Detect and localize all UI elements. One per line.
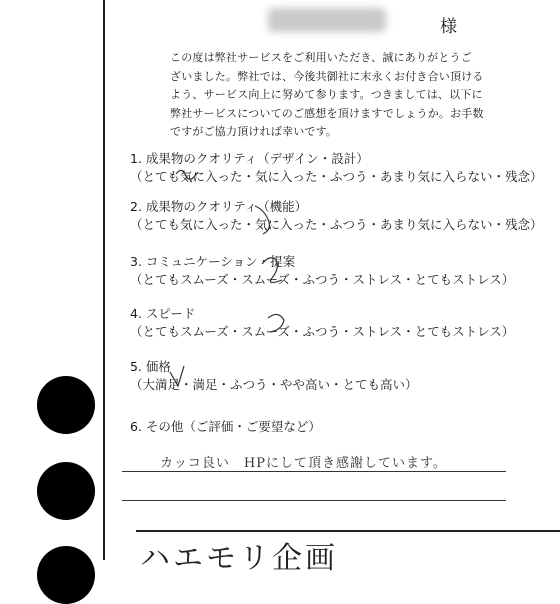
question-title: 4. スピード [130,306,196,321]
punch-hole [37,546,95,604]
question-title: 5. 価格 [130,359,171,374]
question-title: 3. コミュニケーション・提案 [130,254,296,269]
punch-hole [37,376,95,434]
honorific: 様 [440,17,457,37]
divider [136,530,560,532]
question-title: 6. その他（ご評価・ご要望など） [130,419,321,434]
handwritten-comment: カッコ良い HPにして頂き感謝しています。 [160,456,447,471]
question-2 [130,198,543,234]
question-5 [130,358,418,394]
redacted-name [268,8,386,32]
comment-line [122,500,506,501]
vertical-rule [103,0,105,560]
question-3 [130,253,514,289]
question-6 [130,418,321,436]
company-logo: ハエモリ企画 [140,541,338,576]
question-title: 1. 成果物のクオリティ（デザイン・設計） [130,151,369,166]
question-title: 2. 成果物のクオリティ（機能） [130,199,308,214]
comment-line [122,471,506,472]
question-4 [130,305,514,341]
question-1 [130,150,543,186]
answer-options: （とてもスムーズ・スムーズ・ふつう・ストレス・とてもストレス） [130,324,515,339]
answer-options: （大満足・満足・ふつう・やや高い・とても高い） [130,377,418,392]
intro-paragraph: この度は弊社サービスをご利用いただき、誠にありがとうご ざいました。弊社では、今後共御社に末永くお付き合い頂ける よう、サービス向上に努めて参ります。つきましては、以下に 弊社サービスについてのご感想を頂けますでしょうか。お手数 ですがご協力頂ければ幸いです。 [170,51,484,138]
answer-options: （とてもスムーズ・スムーズ・ふつう・ストレス・とてもストレス） [130,272,515,287]
answer-options: （とても気に入った・気に入った・ふつう・あまり気に入らない・残念） [130,217,543,232]
answer-options: （とても気に入った・気に入った・ふつう・あまり気に入らない・残念） [130,169,543,184]
punch-hole [37,462,95,520]
